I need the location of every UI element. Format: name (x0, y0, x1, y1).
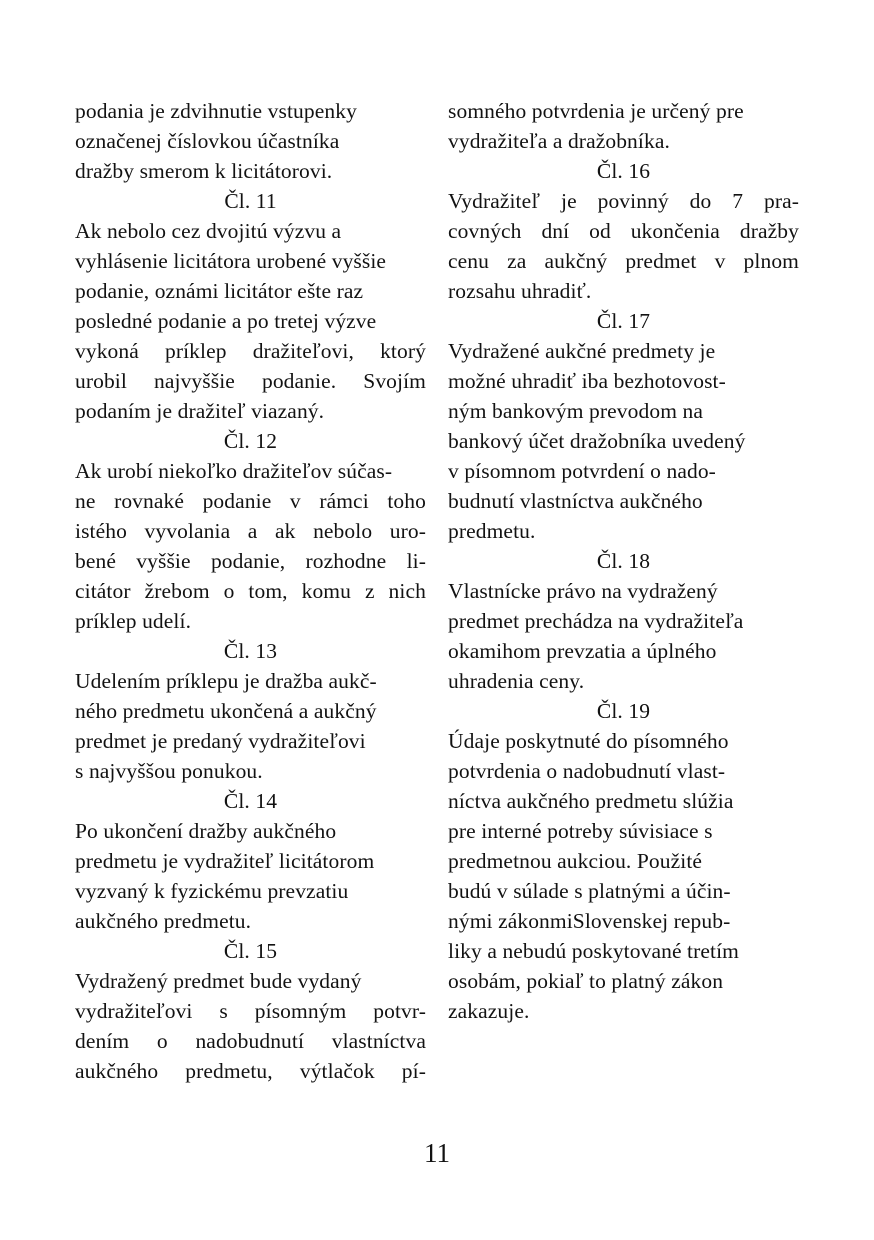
paragraph (75, 816, 426, 936)
word: je (561, 189, 577, 213)
text-line: ného predmetu ukončená a aukčný (75, 699, 377, 723)
text-line: potvrdenia o nadobudnutí vlast- (448, 759, 726, 783)
paragraph (448, 186, 799, 306)
word: najvyššie (154, 369, 235, 393)
text-line: predmetu je vydražiteľ licitátorom (75, 849, 375, 873)
text-line: somného potvrdenia je určený pre (448, 99, 744, 123)
word: vyššie (136, 549, 191, 573)
article-heading: Čl. 16 (596, 159, 651, 183)
text-line: bankový účet dražobníka uvedený (448, 429, 746, 453)
text-line: dražby smerom k licitátorovi. (75, 159, 333, 183)
word: aukčného (75, 1059, 159, 1083)
page-number: 11 (424, 1138, 450, 1168)
word: podanie, (210, 549, 286, 573)
text-line: vydražiteľa a dražobníka. (448, 129, 670, 153)
text-line: podaním je dražiteľ viazaný. (75, 399, 325, 423)
word: rovnaké (114, 489, 185, 513)
paragraph (448, 576, 799, 696)
text-line (75, 336, 426, 366)
text-line: posledné podanie a po tretej výzve (75, 309, 377, 333)
word: dražiteľovi, (252, 339, 354, 363)
word: písomným (254, 999, 347, 1023)
word: výtlačok (299, 1059, 375, 1083)
text-line: podanie, oznámi licitátor ešte raz (75, 279, 364, 303)
word: nich (388, 579, 426, 603)
paragraph (75, 96, 426, 186)
paragraph (75, 456, 426, 636)
text-line: v písomnom potvrdení o nado- (448, 459, 716, 483)
text-line: predmetnou aukciou. Použité (448, 849, 703, 873)
text-line: Vydražený predmet bude vydaný (75, 969, 362, 993)
text-line: predmet prechádza na vydražiteľa (448, 609, 744, 633)
text-line: s najvyššou ponukou. (75, 759, 263, 783)
article-heading: Čl. 19 (596, 699, 651, 723)
word: o (223, 579, 235, 603)
text-line: zakazuje. (448, 999, 530, 1023)
paragraph (75, 966, 426, 1086)
word: covných (448, 219, 522, 243)
word: rámci (319, 489, 369, 513)
word: rozhodne (305, 549, 387, 573)
word: Svojím (363, 369, 426, 393)
word: nadobudnutí (195, 1029, 305, 1053)
word: žrebom (144, 579, 210, 603)
word: potvr- (373, 999, 426, 1023)
article-heading: Čl. 15 (223, 939, 278, 963)
text-line (448, 216, 799, 246)
text-line: okamihom prevzatia a úplného (448, 639, 717, 663)
word: vlastníctva (331, 1029, 426, 1053)
article-heading: Čl. 17 (596, 309, 651, 333)
text-line: možné uhradiť iba bezhotovost- (448, 369, 726, 393)
word: citátor (75, 579, 131, 603)
article-heading: Čl. 18 (596, 549, 651, 573)
text-line: nými zákonmiSlovenskej repub- (448, 909, 731, 933)
text-line: budú v súlade s platnými a účin- (448, 879, 731, 903)
article-heading: Čl. 11 (224, 189, 277, 213)
word: v (714, 249, 726, 273)
word: plnom (743, 249, 799, 273)
word: príklep (165, 339, 227, 363)
article-heading: Čl. 12 (223, 429, 278, 453)
word: komu (301, 579, 351, 603)
word: vykoná (75, 339, 139, 363)
word: 7 (732, 189, 744, 213)
text-line (75, 996, 426, 1026)
word: toho (387, 489, 426, 513)
word: o (156, 1029, 168, 1053)
text-line (75, 1026, 426, 1056)
text-line (448, 186, 799, 216)
article-heading: Čl. 13 (223, 639, 278, 663)
word: istého (75, 519, 127, 543)
word: s (219, 999, 228, 1023)
word: tom, (248, 579, 288, 603)
word: ak (275, 519, 296, 543)
word: vyvolania (144, 519, 231, 543)
text-line (75, 576, 426, 606)
word: uro- (389, 519, 426, 543)
word: v (289, 489, 301, 513)
word: dní (541, 219, 570, 243)
text-line (75, 516, 426, 546)
text-line: Údaje poskytnuté do písomného (448, 729, 729, 753)
word: aukčný (544, 249, 608, 273)
text-line: Po ukončení dražby aukčného (75, 819, 337, 843)
paragraph (448, 96, 799, 156)
text-line (75, 546, 426, 576)
text-line: Udelením príklepu je dražba aukč- (75, 669, 377, 693)
text-line: ným bankovým prevodom na (448, 399, 703, 423)
word: pra- (763, 189, 799, 213)
text-line: aukčného predmetu. (75, 909, 252, 933)
text-line: označenej číslovkou účastníka (75, 129, 340, 153)
text-line: predmet je predaný vydražiteľovi (75, 729, 366, 753)
text-line: Ak urobí niekoľko dražiteľov súčas- (75, 459, 393, 483)
word: ne (75, 489, 96, 513)
text-line: níctva aukčného predmetu slúžia (448, 789, 734, 813)
word: a (247, 519, 258, 543)
paragraph (75, 666, 426, 786)
text-line: rozsahu uhradiť. (448, 279, 592, 303)
text-line: pre interné potreby súvisiace s (448, 819, 713, 843)
word: z (364, 579, 375, 603)
text-line (75, 1056, 426, 1086)
text-line: vyhlásenie licitátora urobené vyššie (75, 249, 387, 273)
word: za (507, 249, 527, 273)
text-line: osobám, pokiaľ to platný zákon (448, 969, 724, 993)
word: podanie. (261, 369, 337, 393)
text-line: Ak nebolo cez dvojitú výzvu a (75, 219, 342, 243)
text-line: liky a nebudú poskytované tretím (448, 939, 740, 963)
word: podanie (202, 489, 272, 513)
text-line (448, 246, 799, 276)
word: ukončenia (630, 219, 720, 243)
text-line (75, 366, 426, 396)
word: cenu (448, 249, 489, 273)
word: predmetu, (185, 1059, 273, 1083)
column-right (448, 96, 799, 1086)
word: dením (75, 1029, 130, 1053)
text-line: Vydražené aukčné predmety je (448, 339, 716, 363)
word: nebolo (313, 519, 373, 543)
paragraph (75, 216, 426, 426)
article-heading: Čl. 14 (223, 789, 278, 813)
word: urobil (75, 369, 127, 393)
word: od (589, 219, 611, 243)
text-line: vyzvaný k fyzickému prevzatiu (75, 879, 349, 903)
text-line (75, 486, 426, 516)
word: Vydražiteľ (448, 189, 541, 213)
word: bené (75, 549, 116, 573)
text-line: príklep udelí. (75, 609, 192, 633)
word: povinný (597, 189, 669, 213)
word: li- (406, 549, 426, 573)
text-line: predmetu. (448, 519, 536, 543)
word: predmet (625, 249, 697, 273)
word: vydražiteľovi (75, 999, 193, 1023)
word: dražby (739, 219, 799, 243)
two-column-text-body (75, 96, 799, 1086)
text-line: uhradenia ceny. (448, 669, 585, 693)
word: ktorý (380, 339, 426, 363)
paragraph (448, 726, 799, 1026)
text-line: budnutí vlastníctva aukčného (448, 489, 703, 513)
word: pí- (401, 1059, 426, 1083)
column-left (75, 96, 426, 1086)
text-line: Vlastnícke právo na vydražený (448, 579, 718, 603)
word: do (689, 189, 712, 213)
paragraph (448, 336, 799, 546)
text-line: podania je zdvihnutie vstupenky (75, 99, 357, 123)
